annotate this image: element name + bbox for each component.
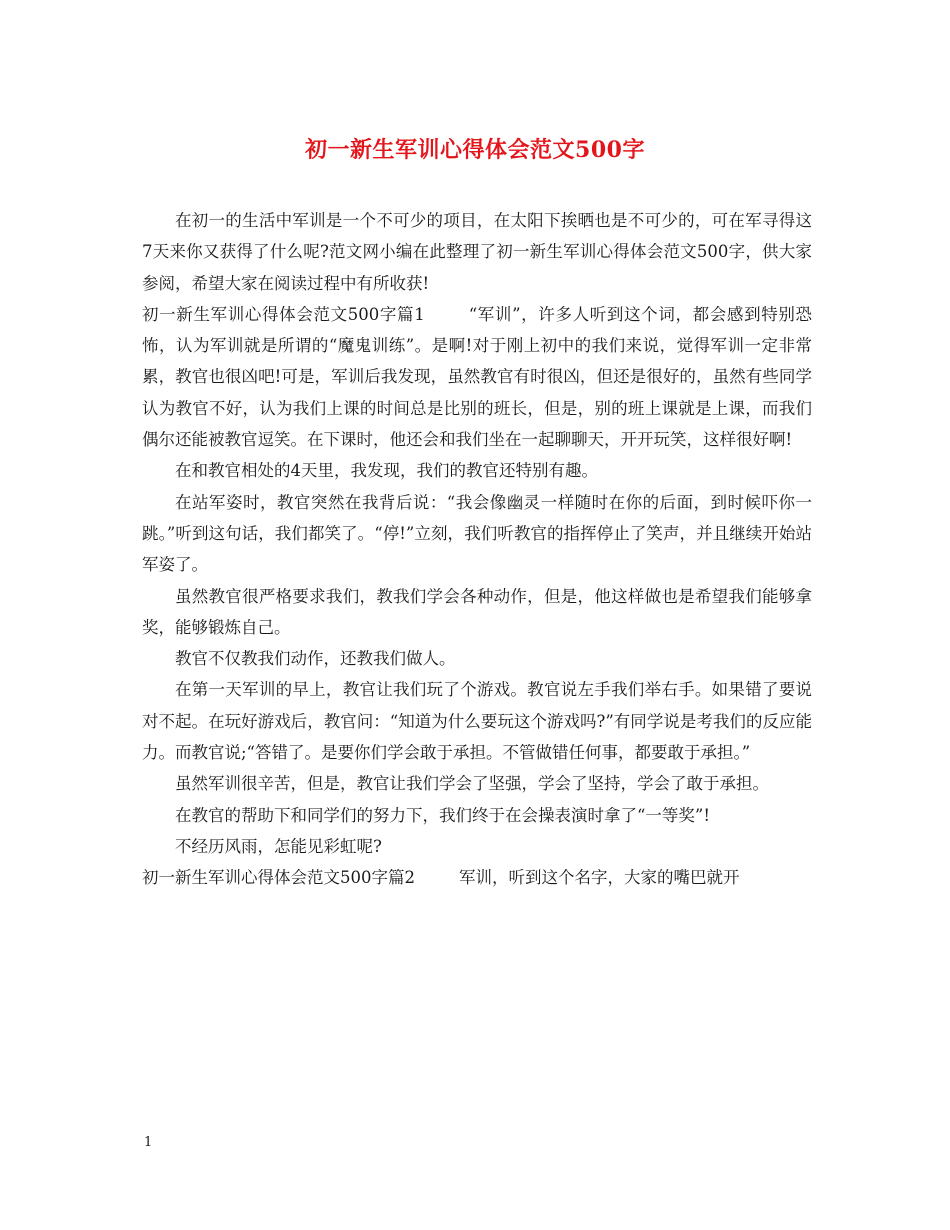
page-number: 1 [144,1135,153,1150]
paragraph [142,643,812,674]
paragraph-section-2-start [142,862,812,893]
paragraph-text: 军训，听到这个名字，大家的嘴巴就开 [459,868,740,888]
paragraph-section-1-start [142,299,812,455]
paragraph-text: 在站军姿时，教官突然在我背后说：“我会像幽灵一样随时在你的后面，到时候吓你一跳。”听到这句话，我们都笑了。“停!”立刻，我们听教官的指挥停止了笑声，并且继续开始站军姿了。 [142,492,812,575]
section-heading: 初一新生军训心得体会范文500字篇2 [142,868,415,888]
paragraph-text: 不经历风雨，怎能见彩虹呢? [175,836,382,856]
paragraph-text: 在初一的生活中军训是一个不可少的项目，在太阳下挨晒也是不可少的，可在军寻得这7天来你又获得了什么呢?范文网小编在此整理了初一新生军训心得体会范文500字，供大家参阅，希望大家在阅读过程中有所收获! [142,211,812,293]
paragraph [142,455,812,486]
paragraph-text: 虽然教官很严格要求我们，教我们学会各种动作，但是，他这样做也是希望我们能够拿奖，能够锻炼自己。 [142,586,812,637]
paragraph [142,800,812,831]
paragraph-text: 虽然军训很辛苦，但是，教官让我们学会了坚强，学会了坚持，学会了敢于承担。 [175,774,769,794]
paragraph-text: 在和教官相处的4天里，我发现，我们的教官还特别有趣。 [175,461,598,481]
paragraph [142,581,812,644]
paragraph-text: 在第一天军训的早上，教官让我们玩了个游戏。教官说左手我们举右手。如果错了要说对不起。在玩好游戏后，教官问：“知道为什么要玩这个游戏吗?”有同学说是考我们的反应能力。而教官说;“答错了。是要你们学会敢于承担。不管做错任何事，都要敢于承担。” [142,680,812,763]
paragraph-text: 在教官的帮助下和同学们的努力下，我们终于在会操表演时拿了“一等奖”! [175,805,711,825]
paragraph [142,674,812,768]
section-heading: 初一新生军训心得体会范文500字篇1 [142,304,425,324]
document-body [142,205,812,894]
paragraph-text: “军训”，许多人听到这个词，都会感到特别恐怖，认为军训就是所谓的“魔鬼训练”。是啊!对于刚上初中的我们来说，觉得军训一定非常累，教官也很凶吧!可是，军训后我发现，虽然教官有时很凶，但还是很好的，虽然有些同学认为教官不好，认为我们上课的时间总是比别的班长，但是，别的班上课就是上课，而我们偶尔还能被教官逗笑。在下课时，他还会和我们坐在一起聊聊天，开开玩笑，这样很好啊! [142,304,813,450]
paragraph [142,768,812,799]
paragraph [142,487,812,581]
document-title: 初一新生军训心得体会范文500字 [305,137,645,163]
paragraph-intro [142,205,812,299]
paragraph [142,831,812,862]
paragraph-text: 教官不仅教我们动作，还教我们做人。 [175,649,456,669]
